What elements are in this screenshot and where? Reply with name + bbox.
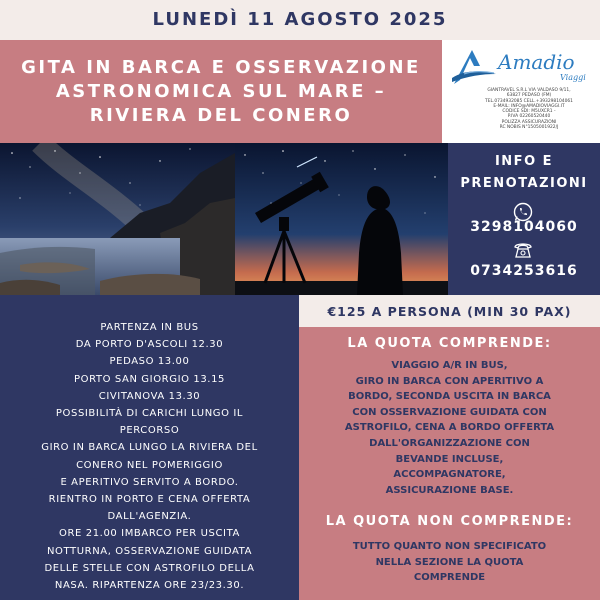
itinerary-line: CIVITANOVA 13.30 bbox=[98, 390, 201, 402]
event-date: LUNEDÌ 11 AGOSTO 2025 bbox=[152, 8, 448, 30]
itinerary-line: RIENTRO IN PORTO E CENA OFFERTA bbox=[48, 494, 251, 506]
agency-details bbox=[460, 88, 598, 130]
itinerary-line: NOTTURNA, OSSERVAZIONE GUIDATA bbox=[46, 545, 253, 557]
includes-list bbox=[299, 358, 600, 498]
agency-detail-line: RC NOBIS N°1505001922/J bbox=[499, 125, 559, 131]
itinerary-panel bbox=[0, 295, 299, 600]
itinerary-line: ORE 21.00 IMBARCO PER USCITA bbox=[59, 528, 240, 540]
mobile-phone-number[interactable]: 3298104060 bbox=[470, 219, 578, 235]
itinerary-line: PERCORSO bbox=[119, 425, 180, 437]
coastline-night-photo bbox=[0, 143, 235, 295]
agency-detail-line: CODICE SDI: M5UXCR1 - bbox=[502, 109, 556, 115]
itinerary-line: PARTENZA IN BUS bbox=[100, 322, 199, 333]
itinerary-line: DELLE STELLE CON ASTROFILO DELLA bbox=[44, 562, 255, 574]
excludes-line: COMPRENDE bbox=[413, 572, 486, 584]
includes-line: GIRO IN BARCA CON APERITIVO A bbox=[355, 375, 544, 387]
itinerary-line: CONERO NEL POMERIGGIO bbox=[76, 459, 223, 471]
amadio-logo-icon bbox=[450, 44, 498, 86]
title-line: RIVIERA DEL CONERO bbox=[89, 104, 353, 126]
includes-line: VIAGGIO A/R IN BUS, bbox=[391, 360, 508, 371]
price-per-person: €125 A PERSONA (MIN 30 PAX) bbox=[299, 295, 600, 327]
itinerary-line: DA PORTO D'ASCOLI 12.30 bbox=[75, 339, 224, 351]
landline-phone-number[interactable]: 0734253616 bbox=[470, 263, 578, 279]
excludes-line: NELLA SEZIONE LA QUOTA bbox=[375, 556, 524, 568]
agency-detail-line: POLIZZA ASSICURAZIONI bbox=[501, 119, 557, 125]
includes-title: LA QUOTA COMPRENDE: bbox=[347, 336, 552, 351]
title-band bbox=[0, 40, 442, 143]
telescope-stargazing-photo bbox=[235, 143, 448, 295]
itinerary-line: NASA. RIPARTENZA ORE 23/23.30. bbox=[54, 580, 245, 592]
event-title bbox=[11, 56, 431, 128]
agency-detail-line: E-MAIL: INFO@AMADIOVIAGGI.IT bbox=[493, 103, 565, 109]
itinerary-line: PORTO SAN GIORGIO 13.15 bbox=[73, 373, 225, 385]
itinerary-line: GIRO IN BARCA LUNGO LA RIVIERA DEL bbox=[41, 442, 258, 454]
logo-sub: Viaggi bbox=[560, 73, 586, 82]
includes-line: ACCOMPAGNATORE, bbox=[393, 469, 506, 481]
telephone-icon bbox=[512, 239, 534, 261]
title-line: ASTRONOMICA SUL MARE – bbox=[55, 80, 387, 102]
itinerary-line: PEDASO 13.00 bbox=[109, 356, 190, 368]
includes-line: ASTROFILO, CENA A BORDO OFFERTA bbox=[344, 422, 555, 434]
title-line: GITA IN BARCA E OSSERVAZIONE bbox=[21, 56, 421, 78]
includes-line: ASSICURAZIONE BASE. bbox=[385, 484, 514, 496]
itinerary-line: E APERITIVO SERVITO A BORDO. bbox=[60, 476, 239, 488]
pricing-panel bbox=[299, 295, 600, 600]
includes-line: CON OSSERVAZIONE GUIDATA CON bbox=[352, 406, 547, 418]
booking-info-panel bbox=[448, 143, 600, 295]
excludes-list bbox=[299, 539, 600, 586]
info-title-line: INFO E bbox=[494, 154, 554, 169]
includes-line: BEVANDE INCLUSE, bbox=[395, 453, 504, 465]
agency-logo-box bbox=[442, 40, 600, 143]
excludes-line: TUTTO QUANTO NON SPECIFICATO bbox=[352, 541, 547, 552]
includes-line: BORDO, SECONDA USCITA IN BARCA bbox=[348, 391, 551, 403]
logo-name: Amadio bbox=[498, 50, 575, 74]
includes-line: DALL'ORGANIZZAZIONE CON bbox=[369, 437, 530, 449]
agency-detail-line: P.IVA 02260520440 bbox=[507, 114, 551, 120]
itinerary-line: DALL'AGENZIA. bbox=[107, 511, 192, 523]
agency-detail-line: 63827 PEDASO (FM) bbox=[506, 93, 552, 99]
itinerary-line: POSSIBILITÀ DI CARICHI LUNGO IL bbox=[55, 408, 244, 420]
agency-detail-line: GIANTRAVEL S.R.L VIA VALDASO 9/11, bbox=[487, 88, 571, 93]
agency-detail-line: TEL.0734932085 CELL.+393298104061 bbox=[485, 98, 573, 104]
info-title bbox=[448, 151, 600, 195]
excludes-title: LA QUOTA NON COMPRENDE: bbox=[325, 514, 574, 529]
info-title-line: PRENOTAZIONI bbox=[460, 176, 588, 191]
